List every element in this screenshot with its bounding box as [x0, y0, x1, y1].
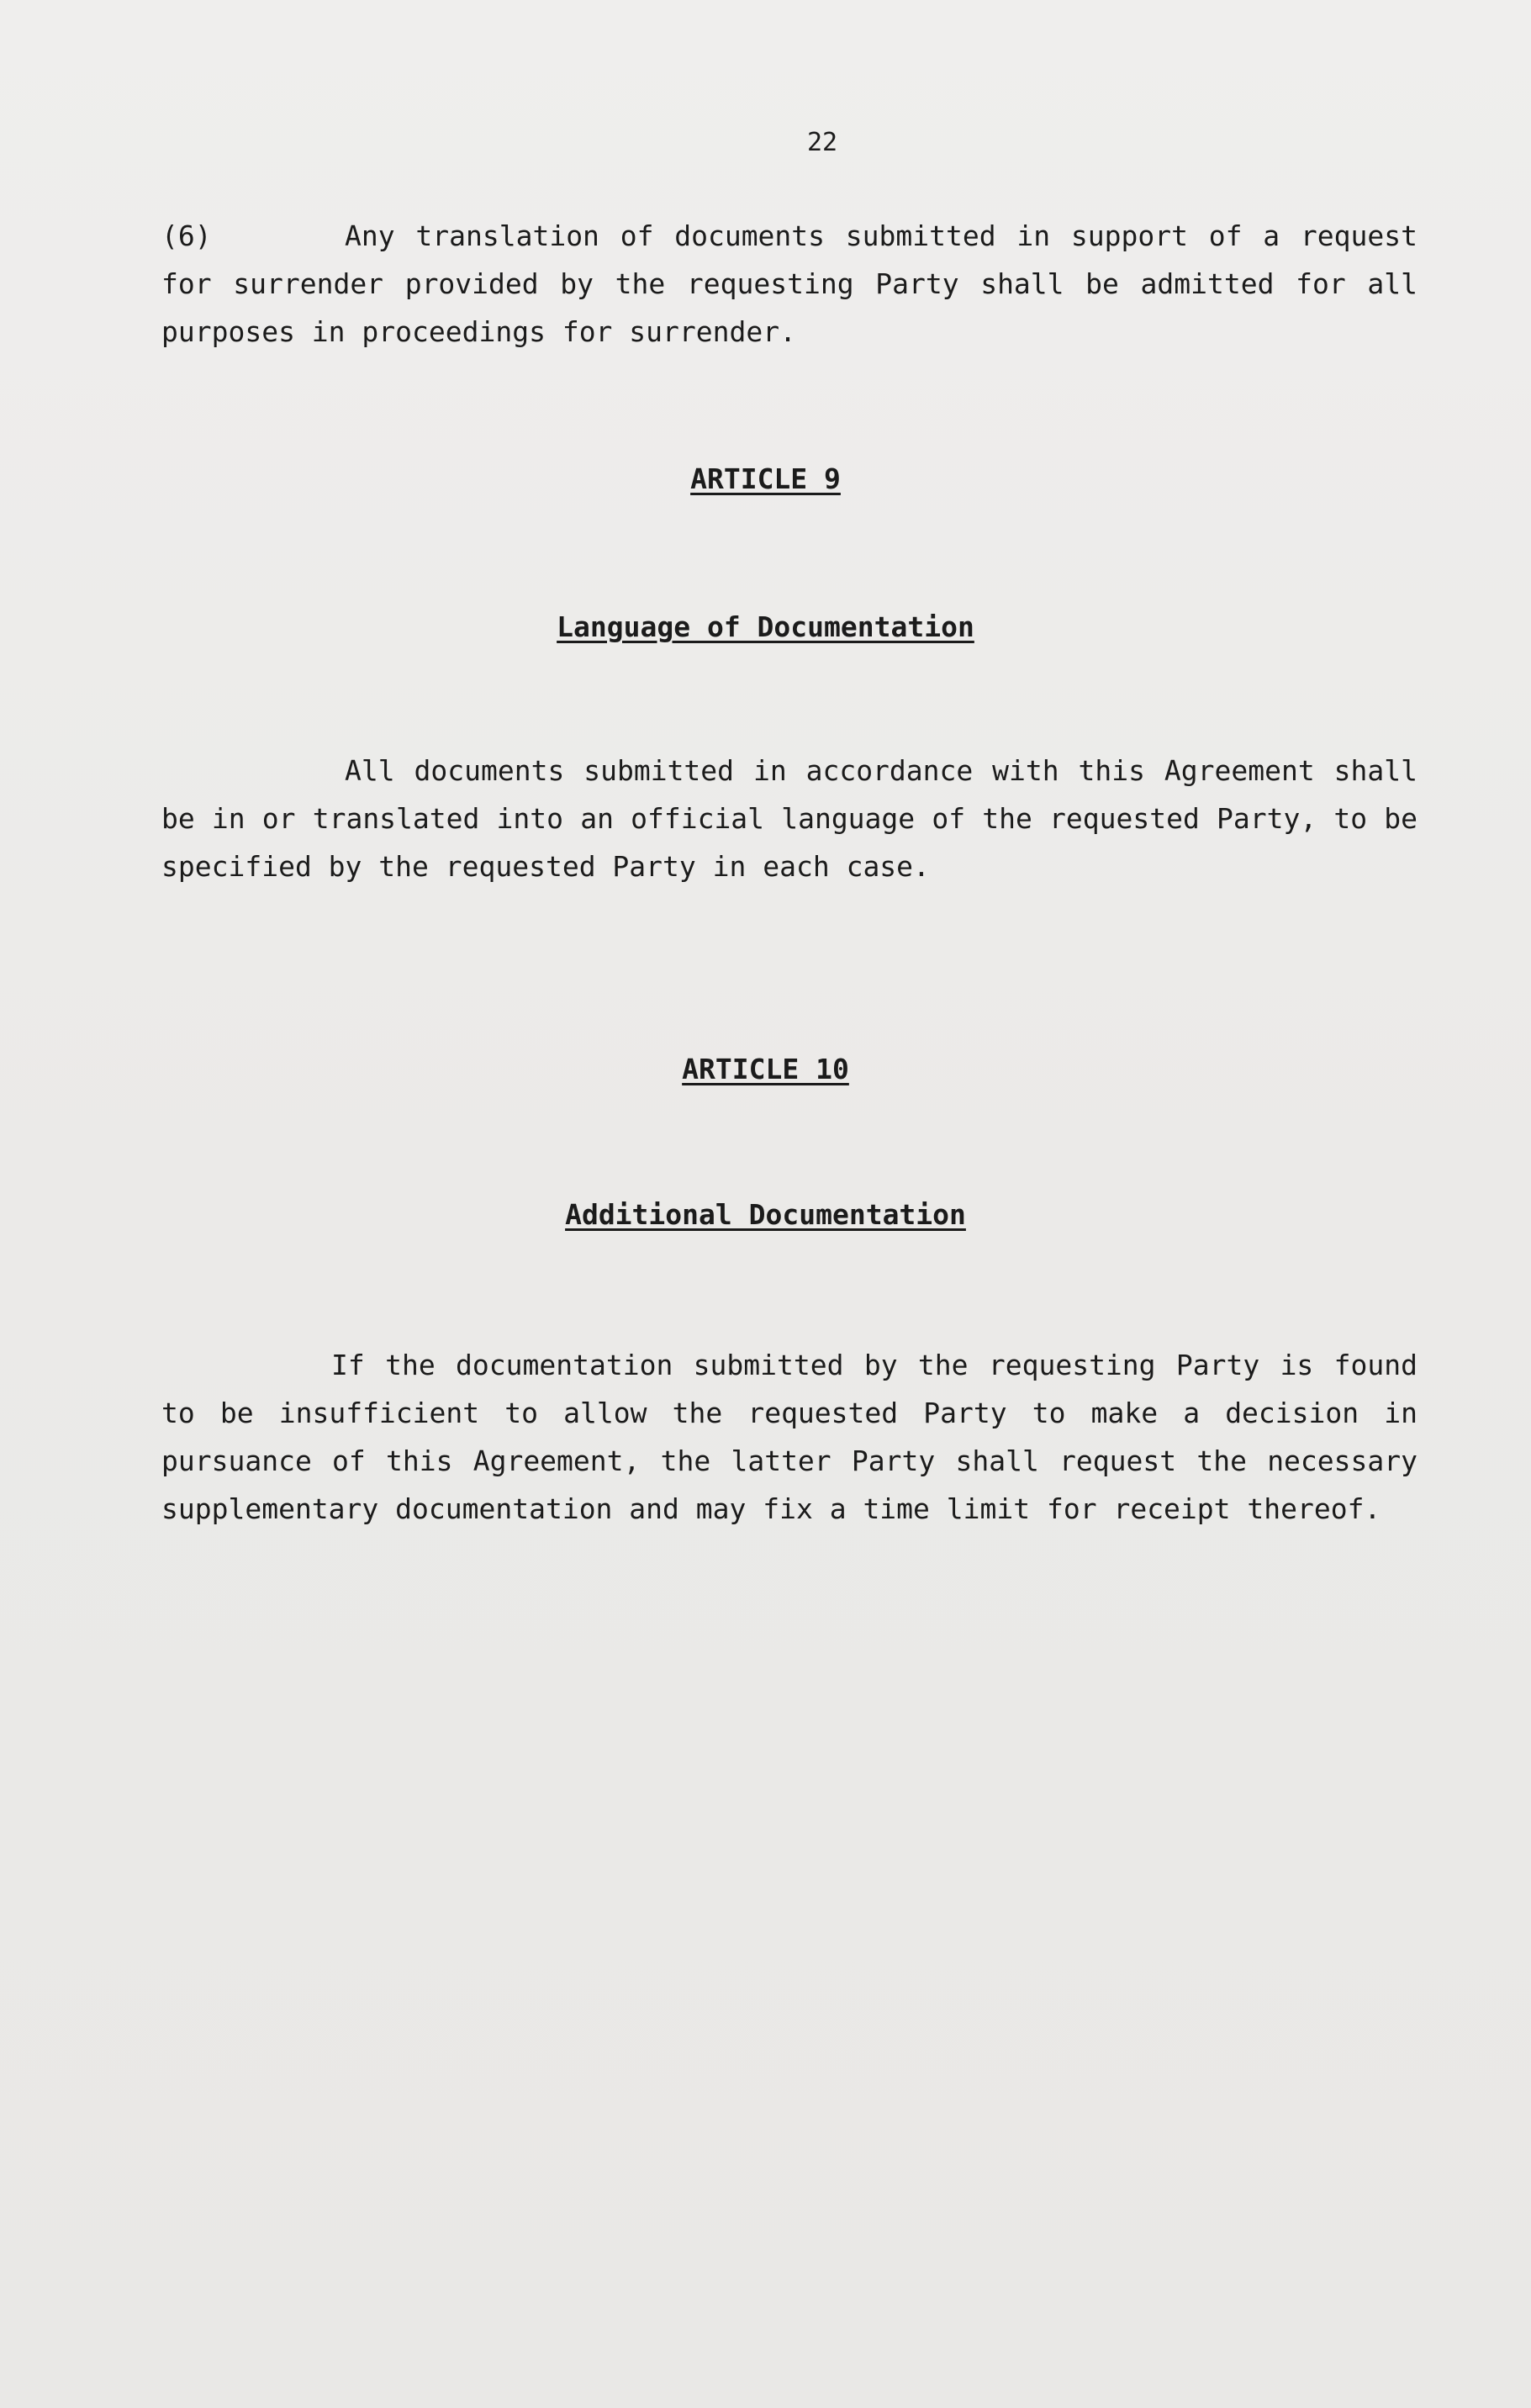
article-9-text: All documents submitted in accordance with this Agreement shall be in or translated into an official language of the requested Party, to be specified by the requested Party in each case. — [161, 754, 1417, 883]
article-9-heading: ARTICLE 9 — [690, 462, 841, 495]
article-10-heading: ARTICLE 10 — [682, 1053, 849, 1085]
article-10-text: If the documentation submitted by the requesting Party is found to be insufficient to allow the requested Party to make a decision in pursuance of this Agreement, the latter Party shall request the necessary supplementary documentation and may fix a time limit for receipt thereof. — [161, 1349, 1417, 1525]
paragraph-6-label: (6) — [161, 219, 212, 252]
paragraph-6-text: Any translation of documents submitted in support of a request for surrender provided by the requesting Party shall be admitted for all purposes in proceedings for surrender. — [161, 219, 1417, 348]
article-9-subheading: Language of Documentation — [557, 610, 974, 643]
article-10-subheading: Additional Documentation — [565, 1198, 966, 1231]
page-number: 22 — [807, 128, 838, 157]
paragraph-6 — [161, 212, 1417, 356]
